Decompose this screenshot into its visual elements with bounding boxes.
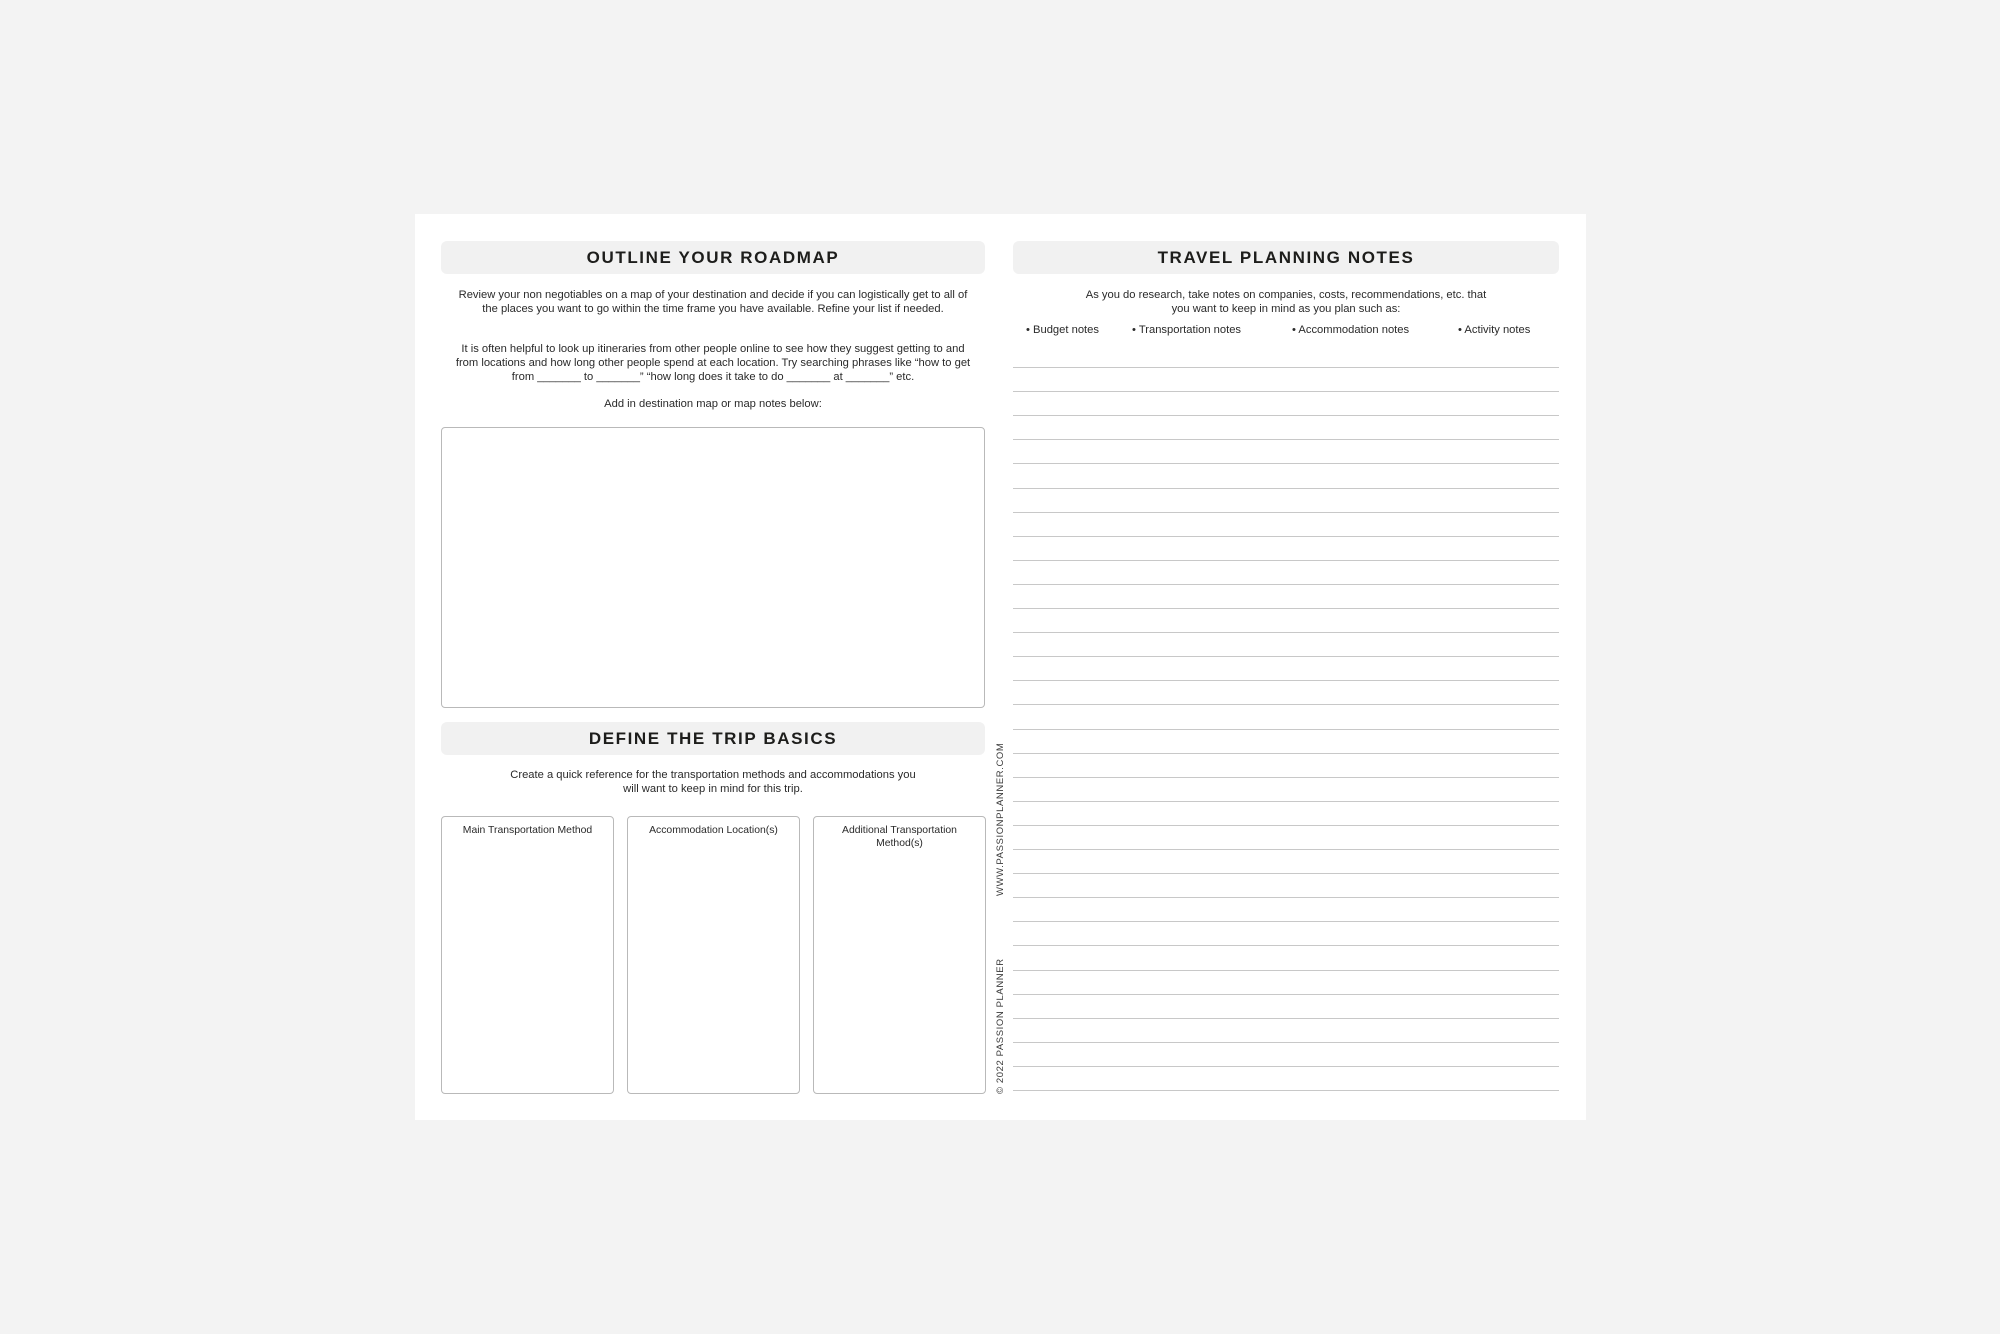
note-line — [1013, 391, 1559, 392]
note-line — [1013, 970, 1559, 971]
main-transportation-label: Main Transportation Method — [462, 825, 593, 836]
planner-page — [415, 214, 1586, 1120]
basics-instructions: Create a quick reference for the transportation methods and accommodations you will want to keep in mind for this trip. — [510, 769, 916, 795]
note-line — [1013, 656, 1559, 657]
main-transportation-box[interactable] — [441, 816, 614, 1094]
note-line — [1013, 463, 1559, 464]
map-prompt: Add in destination map or map notes below: — [604, 398, 822, 410]
bullet-budget-notes: • Budget notes — [1026, 324, 1099, 336]
note-line — [1013, 415, 1559, 416]
note-line — [1013, 439, 1559, 440]
note-line — [1013, 1042, 1559, 1043]
destination-map-box[interactable] — [441, 427, 985, 708]
roadmap-instructions-1: Review your non negotiables on a map of your destination and decide if you can logistically get to all of the places you want to go within the time frame you have available. Refine your list if needed. — [458, 289, 968, 315]
note-line — [1013, 584, 1559, 585]
note-line — [1013, 1066, 1559, 1067]
note-line — [1013, 536, 1559, 537]
note-line — [1013, 777, 1559, 778]
note-line — [1013, 608, 1559, 609]
note-line — [1013, 945, 1559, 946]
note-line — [1013, 873, 1559, 874]
accommodation-location-label: Accommodation Location(s) — [649, 825, 778, 836]
notes-header — [1013, 241, 1559, 274]
notes-title: TRAVEL PLANNING NOTES — [1157, 247, 1415, 267]
note-line — [1013, 512, 1559, 513]
note-line — [1013, 1018, 1559, 1019]
website-credit: WWW.PASSIONPLANNER.COM — [995, 742, 1006, 896]
notes-bullet-list — [1009, 324, 1555, 338]
copyright-credit: © 2022 PASSION PLANNER — [995, 958, 1006, 1094]
accommodation-location-box[interactable] — [627, 816, 800, 1094]
note-line — [1013, 729, 1559, 730]
note-line — [1013, 704, 1559, 705]
bullet-activity-notes: • Activity notes — [1458, 324, 1531, 336]
notes-lines-area[interactable] — [1013, 367, 1559, 1097]
additional-transportation-label: Additional Transportation Method(s) — [842, 825, 957, 849]
note-line — [1013, 1090, 1559, 1091]
roadmap-title: OUTLINE YOUR ROADMAP — [586, 247, 840, 267]
note-line — [1013, 801, 1559, 802]
bullet-accommodation-notes: • Accommodation notes — [1292, 324, 1410, 336]
basics-header — [441, 722, 985, 755]
notes-instructions: As you do research, take notes on companies, costs, recommendations, etc. that you want to keep in mind as you plan such as: — [1085, 289, 1487, 315]
basics-title: DEFINE THE TRIP BASICS — [588, 728, 838, 748]
note-line — [1013, 825, 1559, 826]
note-line — [1013, 560, 1559, 561]
note-line — [1013, 849, 1559, 850]
note-line — [1013, 994, 1559, 995]
note-line — [1013, 680, 1559, 681]
note-line — [1013, 488, 1559, 489]
additional-transportation-box[interactable] — [813, 816, 986, 1094]
note-line — [1013, 753, 1559, 754]
note-line — [1013, 632, 1559, 633]
note-line — [1013, 367, 1559, 368]
note-line — [1013, 897, 1559, 898]
roadmap-header — [441, 241, 985, 274]
note-line — [1013, 921, 1559, 922]
bullet-transportation-notes: • Transportation notes — [1132, 324, 1242, 336]
roadmap-instructions-2: It is often helpful to look up itineraries from other people online to see how they suggest getting to and from locations and how long other people spend at each location. Try searching phrases like “how to get from _______ to _______” “how long does it take to do _______ at _______” etc. — [455, 343, 971, 383]
